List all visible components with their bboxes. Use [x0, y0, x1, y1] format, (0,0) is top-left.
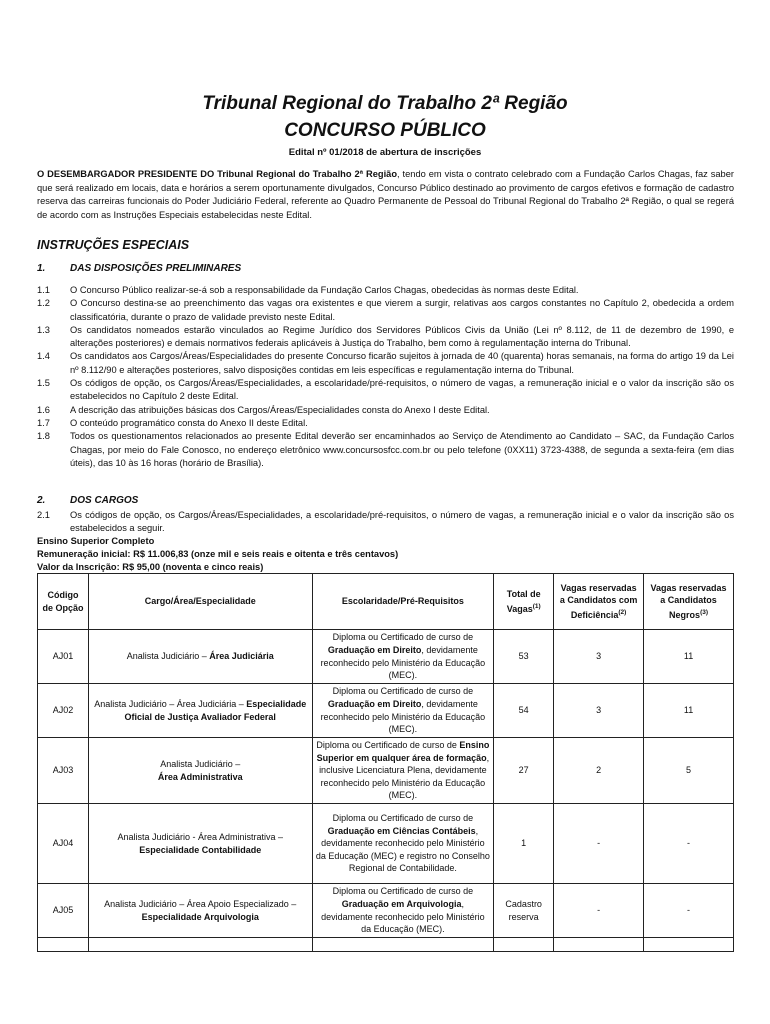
empty-cell	[38, 938, 89, 952]
cargo-bold: Especialidade Contabilidade	[139, 844, 262, 855]
item-text: Todos os questionamentos relacionados ao presente Edital deverão ser encaminhados ao Serviço de Atendimento ao Candidato – SAC, da Fundação Carlos Chagas, por meio do Fale Conosco, no endereço eletrônico www.concursosfcc.com.br ou pelo telefone (0XX11) 3723-4388, de segunda a sexta-feira (em dias úteis), das 10 às 16 horas (horário de Brasília).	[70, 431, 734, 468]
empty-cell	[554, 938, 644, 952]
section-2-heading	[37, 495, 138, 506]
document-subtitle: CONCURSO PÚBLICO	[284, 120, 486, 141]
cell-negros: 11	[644, 630, 734, 684]
education-level: Ensino Superior Completo	[37, 536, 155, 546]
header-code: Código de Opção	[38, 574, 89, 630]
header-escolaridade: Escolaridade/Pré-Requisitos	[312, 574, 494, 630]
esc-bold: Ensino Superior em qualquer área de formação	[316, 740, 490, 763]
cell-code: AJ04	[38, 804, 89, 884]
cell-cargo	[88, 804, 312, 884]
cargo-text: Analista Judiciário –	[126, 651, 210, 662]
registration-fee: Valor da Inscrição: R$ 95,00 (noventa e cinco reais)	[37, 562, 264, 572]
list-item	[37, 377, 734, 404]
section-1-title: DAS DISPOSIÇÕES PRELIMINARES	[70, 263, 242, 274]
esc-text: Diploma ou Certificado de curso de	[332, 686, 474, 697]
item-number: 1.3	[37, 324, 50, 335]
list-item	[37, 417, 734, 430]
table-row-empty	[38, 938, 734, 952]
cell-cargo	[88, 884, 312, 938]
header-total	[494, 574, 554, 630]
cell-pcd: 3	[554, 630, 644, 684]
item-text: Os códigos de opção, os Cargos/Áreas/Especialidades, a escolaridade/pré-requisitos, o número de vagas, a remuneração inicial e o valor da inscrição são os estabelecidos a seguir.	[70, 510, 734, 534]
esc-text: Diploma ou Certificado de curso de	[332, 886, 474, 897]
cell-negros: -	[644, 804, 734, 884]
cargo-text: Analista Judiciário – Área Apoio Especializado –	[104, 898, 297, 909]
table-row	[38, 804, 734, 884]
esc-text-end: , devidamente reconhecido pelo Ministério da Educação (MEC).	[320, 698, 486, 735]
empty-cell	[494, 938, 554, 952]
cargo-text: Analista Judiciário - Área Administrativa –	[117, 831, 284, 842]
initial-salary: Remuneração inicial: R$ 11.006,83 (onze mil e seis reais e oitenta e três centavos)	[37, 549, 399, 559]
item-number: 1.4	[37, 351, 50, 362]
esc-text: Diploma ou Certificado de curso de	[316, 740, 460, 751]
cargo-bold: Especialidade Arquivologia	[141, 911, 259, 922]
item-text: O Concurso Público realizar-se-á sob a responsabilidade da Fundação Carlos Chagas, obedecidas às normas deste Edital.	[70, 285, 579, 295]
document-title: Tribunal Regional do Trabalho 2ª Região	[202, 93, 568, 114]
cell-escolaridade	[312, 630, 494, 684]
edital-number: Edital nº 01/2018 de abertura de inscrições	[288, 147, 482, 158]
cargo-bold: Área Judiciária	[209, 651, 274, 662]
cell-total: 54	[494, 684, 554, 738]
cell-escolaridade	[312, 738, 494, 804]
empty-cell	[88, 938, 312, 952]
cargo-bold: Área Administrativa	[157, 771, 243, 782]
item-text: A descrição das atribuições básicas dos Cargos/Áreas/Especialidades consta do Anexo I deste Edital.	[70, 404, 490, 415]
table-row	[38, 884, 734, 938]
esc-text-end: , devidamente reconhecido pelo Ministério da Educação (MEC) e registro no Conselho Regional de Contabilidade.	[315, 825, 490, 874]
item-number: 1.8	[37, 431, 50, 442]
section-1-heading	[37, 263, 241, 274]
table-row	[38, 630, 734, 684]
section-2-items	[37, 509, 734, 536]
section-2-number: 2.	[37, 495, 46, 506]
cell-code: AJ05	[38, 884, 89, 938]
cell-cargo	[88, 684, 312, 738]
item-number: 1.7	[37, 417, 50, 428]
header-pcd	[554, 574, 644, 630]
item-number: 1.5	[37, 378, 50, 389]
cell-pcd: 3	[554, 684, 644, 738]
cell-total: 27	[494, 738, 554, 804]
table-header-row	[38, 574, 734, 630]
cell-code: AJ01	[38, 630, 89, 684]
cell-total: 53	[494, 630, 554, 684]
section-1-items	[37, 284, 734, 470]
cell-code: AJ03	[38, 738, 89, 804]
intro-paragraph	[37, 168, 734, 222]
esc-bold: Graduação em Ciências Contábeis	[327, 825, 476, 836]
header-pcd-label: Vagas reservadas a Candidatos com Deficiência	[559, 582, 638, 620]
item-number: 1.1	[37, 285, 50, 295]
header-total-note: (1)	[532, 602, 541, 610]
header-negros-note: (3)	[700, 608, 709, 616]
cargo-text: Analista Judiciário –	[160, 758, 241, 769]
list-item	[37, 430, 734, 470]
instructions-heading: INSTRUÇÕES ESPECIAIS	[37, 238, 190, 252]
esc-text-end: , devidamente reconhecido pelo Ministério da Educação (MEC).	[320, 644, 486, 681]
header-total-label: Total de Vagas	[506, 588, 541, 614]
empty-cell	[644, 938, 734, 952]
header-negros-label: Vagas reservadas a Candidatos Negros	[650, 582, 727, 620]
positions-table	[37, 573, 734, 952]
item-number: 1.6	[37, 404, 50, 415]
item-text: Os candidatos nomeados estarão vinculados ao Regime Jurídico dos Servidores Públicos Civis da União (Lei nº 8.112, de 11 de dezembro de 1990, e alterações posteriores) e demais normativos federais aplicáveis à Justiça do Trabalho, bem como à regulamentação interna do Tribunal.	[70, 324, 734, 349]
header-negros	[644, 574, 734, 630]
intro-text: , tendo em vista o contrato celebrado com a Fundação Carlos Chagas, faz saber que será realizado em locais, data e horários a serem oportunamente divulgados, Concurso Público destinado ao provimento de cargos efetivos e formação de cadastro reserva das carreiras funcionais do Poder Judiciário Federal, referente ao Quadro Permanente de Pessoal do Tribunal Regional do Trabalho 2ª Região, o qual se regerá de acordo com as Instruções Especiais estabelecidas neste Edital.	[37, 169, 734, 220]
cell-pcd: -	[554, 804, 644, 884]
list-item	[37, 284, 734, 297]
esc-bold: Graduação em Arquivologia	[341, 898, 462, 909]
list-item	[37, 404, 734, 417]
list-item	[37, 324, 734, 351]
cell-escolaridade	[312, 684, 494, 738]
cell-pcd: -	[554, 884, 644, 938]
esc-text: Diploma ou Certificado de curso de	[332, 632, 474, 643]
cargo-bold: Especialidade Oficial de Justiça Avaliador Federal	[124, 698, 307, 722]
esc-text: Diploma ou Certificado de curso de	[332, 813, 474, 824]
section-2-title: DOS CARGOS	[70, 495, 139, 506]
cell-total: Cadastro reserva	[494, 884, 554, 938]
cell-pcd: 2	[554, 738, 644, 804]
table-row	[38, 684, 734, 738]
list-item	[37, 297, 734, 324]
esc-text-end: , inclusive Licenciatura Plena, devidamente reconhecido pelo Ministério da Educação (MEC).	[319, 752, 490, 801]
cell-escolaridade	[312, 804, 494, 884]
cell-negros: -	[644, 884, 734, 938]
cell-cargo	[88, 738, 312, 804]
item-text: O Concurso destina-se ao preenchimento das vagas ora existentes e que vierem a surgir, relativas aos cargos constantes no Capítulo 2, obedecida a ordem classificatória, durante o prazo de validade previsto neste Edital.	[70, 298, 734, 322]
item-text: Os candidatos aos Cargos/Áreas/Especialidades do presente Concurso ficarão sujeitos à jornada de 40 (quarenta) horas semanais, na forma do artigo 19 da Lei nº 8.112/90 e alterações posteriores, salvo disposições contidas em leis específicas e regulamentação interna do Tribunal.	[70, 351, 734, 375]
cell-total: 1	[494, 804, 554, 884]
cell-escolaridade	[312, 884, 494, 938]
esc-bold: Graduação em Direito	[327, 644, 422, 655]
table-row	[38, 738, 734, 804]
item-text: Os códigos de opção, os Cargos/Áreas/Especialidades, a escolaridade/pré-requisitos, o número de vagas, a remuneração inicial e o valor da inscrição são os estabelecidos no Capítulo 2 deste Edital.	[70, 378, 734, 402]
cargo-text: Analista Judiciário – Área Judiciária –	[94, 698, 247, 709]
cell-negros: 5	[644, 738, 734, 804]
empty-cell	[312, 938, 494, 952]
item-number: 1.2	[37, 298, 50, 309]
esc-bold: Graduação em Direito	[327, 698, 422, 709]
intro-bold: O DESEMBARGADOR PRESIDENTE DO Tribunal Regional do Trabalho 2ª Região	[37, 169, 398, 179]
item-number: 2.1	[37, 510, 50, 520]
header-pcd-note: (2)	[618, 608, 627, 616]
cell-cargo	[88, 630, 312, 684]
list-item	[37, 509, 734, 536]
section-1-number: 1.	[37, 263, 46, 274]
item-text: O conteúdo programático consta do Anexo II deste Edital.	[70, 417, 308, 428]
cell-negros: 11	[644, 684, 734, 738]
list-item	[37, 350, 734, 377]
header-cargo: Cargo/Área/Especialidade	[88, 574, 312, 630]
esc-text-end: , devidamente reconhecido pelo Ministério da Educação (MEC).	[321, 898, 485, 935]
cell-code: AJ02	[38, 684, 89, 738]
